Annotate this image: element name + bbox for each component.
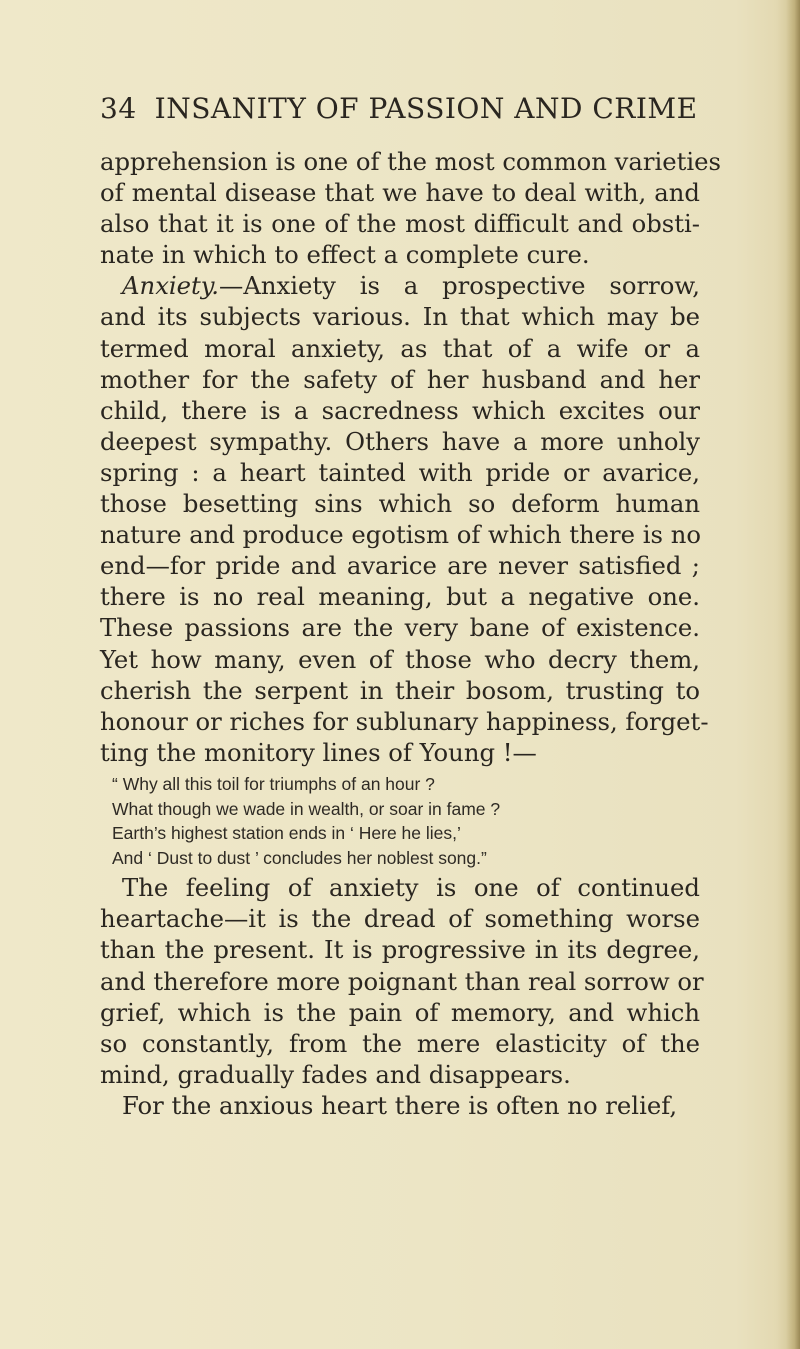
verse-line: What though we wade in wealth, or soar in fame ? <box>112 798 501 819</box>
text-line: These passions are the very bane of existence. <box>100 613 700 643</box>
text-line: of mental disease that we have to deal with, and <box>100 178 700 208</box>
text-fragment: —Anxiety is a prospective sorrow, <box>219 271 700 301</box>
text-line: ting the monitory lines of Young !— <box>100 737 537 767</box>
page-edge-shadow <box>786 0 800 1349</box>
text-line: those besetting sins which so deform human <box>100 489 700 519</box>
running-title: INSANITY OF PASSION AND CRIME <box>154 92 698 125</box>
text-line: and therefore more poignant than real sorrow or <box>100 966 704 996</box>
text-line: nate in which to effect a complete cure. <box>100 240 590 270</box>
text-line: mother for the safety of her husband and her <box>100 364 700 394</box>
text-line: mind, gradually fades and disappears. <box>100 1060 571 1090</box>
text-line <box>100 270 700 301</box>
text-line: apprehension is one of the most common varieties <box>100 147 721 176</box>
main-text <box>100 146 721 768</box>
text-line: also that it is one of the most difficult and obsti- <box>100 209 700 239</box>
text-line: child, there is a sacredness which excites our <box>100 395 700 425</box>
text-line: so constantly, from the mere elasticity of the <box>100 1029 700 1059</box>
text-line: than the present. It is progressive in its degree, <box>100 935 700 965</box>
verse-line: Earth’s highest station ends in ‘ Here he lies,’ <box>112 823 461 843</box>
text-line: heartache—it is the dread of something worse <box>100 904 700 934</box>
text-line: there is no real meaning, but a negative one. <box>100 582 700 612</box>
text-line: nature and produce egotism of which there is no <box>100 520 701 550</box>
running-header <box>100 92 700 125</box>
text-line: and its subjects various. In that which may be <box>100 302 700 332</box>
text-line: deepest sympathy. Others have a more unholy <box>100 426 700 456</box>
text-line: For the anxious heart there is often no relief, <box>122 1091 678 1121</box>
main-text-continued <box>100 872 704 1122</box>
text-line: Yet how many, even of those who decry them, <box>100 644 700 674</box>
text-line: spring : a heart tainted with pride or avarice, <box>100 457 700 487</box>
text-line: grief, which is the pain of memory, and which <box>100 997 700 1027</box>
quoted-verse <box>112 772 692 870</box>
text-line: honour or riches for sublunary happiness, forget- <box>100 706 709 736</box>
section-lead-term: Anxiety. <box>122 271 220 301</box>
text-line: The feeling of anxiety is one of continued <box>122 873 700 902</box>
page-number: 34 <box>100 92 137 125</box>
verse-line: “ Why all this toil for triumphs of an hour ? <box>112 774 435 794</box>
text-line: termed moral anxiety, as that of a wife or a <box>100 333 700 363</box>
text-line: end—for pride and avarice are never satisfied ; <box>100 551 700 581</box>
text-line: cherish the serpent in their bosom, trusting to <box>100 675 700 705</box>
verse-line: And ‘ Dust to dust ’ concludes her noblest song.” <box>112 847 487 868</box>
